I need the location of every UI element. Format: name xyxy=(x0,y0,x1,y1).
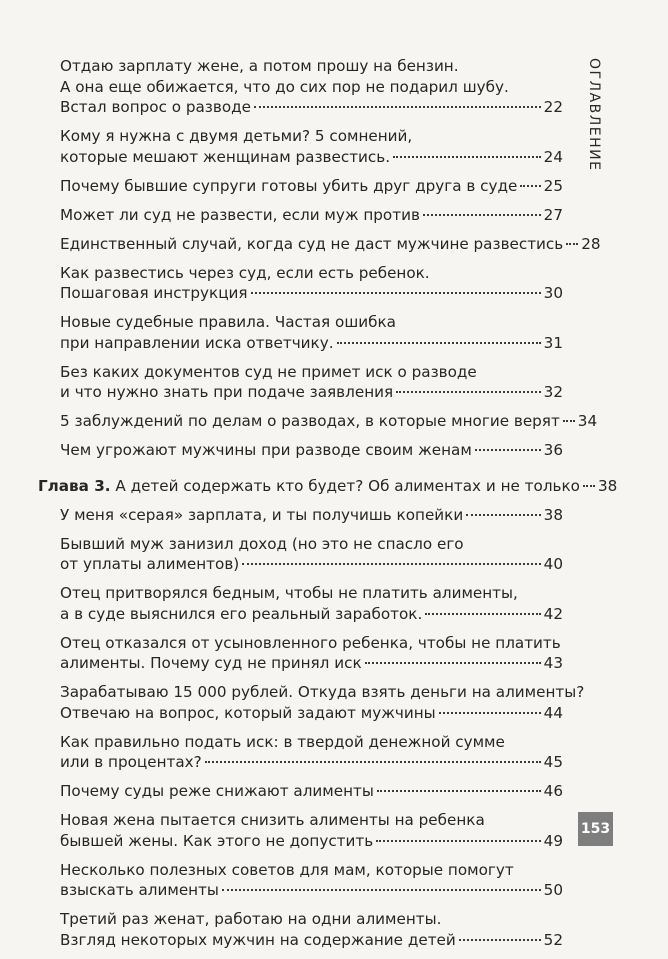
toc-entry xyxy=(38,909,563,950)
toc-entry-text: Третий раз женат, работаю на одни алименты. xyxy=(60,910,442,928)
toc-entry xyxy=(38,176,563,197)
toc-entry-line xyxy=(60,440,563,461)
toc-entry-line xyxy=(60,411,598,432)
toc-page-number: 32 xyxy=(543,383,563,401)
toc-page-number: 38 xyxy=(543,505,563,524)
toc-entry xyxy=(38,440,563,461)
toc-entry-line xyxy=(60,880,563,901)
page-number-badge: 153 xyxy=(578,812,613,846)
toc-page-number: 50 xyxy=(543,881,563,899)
toc-page-number: 46 xyxy=(543,782,563,800)
toc-entry-text: Отец отказался от усыновленного ребенка, чтобы не платить xyxy=(60,633,561,652)
dot-leader xyxy=(254,106,541,108)
dot-leader xyxy=(396,391,541,393)
toc-page-number: 49 xyxy=(543,831,563,850)
dot-leader xyxy=(376,840,540,842)
toc-chapter-text xyxy=(38,476,580,497)
toc-entry-text: взыскать алименты xyxy=(60,881,219,899)
toc-entry-text: Как развестись через суд, если есть ребенок. xyxy=(60,263,430,282)
toc-entry-text: 5 заблуждений по делам о разводах, в которые многие верят xyxy=(60,412,560,430)
dot-leader xyxy=(563,420,575,422)
toc-chapter-heading xyxy=(38,476,618,497)
toc-page-number: 52 xyxy=(543,930,563,949)
toc-entry xyxy=(38,126,563,167)
dot-leader xyxy=(425,613,540,615)
toc-entry-line xyxy=(60,205,563,226)
toc-entry-line xyxy=(60,234,601,255)
toc-entry-text: Взгляд некоторых мужчин на содержание детей xyxy=(60,930,456,949)
toc-entry-text: Новые судебные правила. Частая ошибка xyxy=(60,313,396,331)
dot-leader xyxy=(566,243,578,245)
toc-entry-line xyxy=(60,633,563,654)
dot-leader xyxy=(423,214,541,216)
toc-chapter-line xyxy=(38,476,618,497)
toc-entry-text: Может ли суд не развести, если муж против xyxy=(60,205,420,224)
dot-leader xyxy=(222,889,541,891)
toc-section-chapter-3 xyxy=(38,505,585,951)
toc-entry xyxy=(38,362,563,403)
toc-page-number: 28 xyxy=(581,234,601,253)
toc-entry-line xyxy=(60,653,563,674)
toc-entry-line xyxy=(60,382,563,403)
toc-entry-text: или в процентах? xyxy=(60,753,202,771)
toc-entry xyxy=(38,205,563,226)
toc-entry-line xyxy=(60,583,563,604)
dot-leader xyxy=(393,156,541,158)
toc-entry-text: Почему бывшие супруги готовы убить друг друга в суде xyxy=(60,176,518,195)
chapter-title: А детей содержать кто будет? Об алиментах и не только xyxy=(115,476,580,495)
toc-page-number: 45 xyxy=(543,753,563,771)
toc-entry-line xyxy=(60,781,563,802)
toc-entry-text: Отец притворялся бедным, чтобы не платить алименты, xyxy=(60,584,518,602)
toc-entry-line xyxy=(60,147,563,168)
dot-leader xyxy=(475,449,541,451)
dot-leader xyxy=(377,790,541,792)
toc-page-number: 43 xyxy=(543,654,563,672)
toc-entry-line xyxy=(60,682,585,703)
toc-entry-line xyxy=(60,362,563,383)
toc-entry-line xyxy=(60,554,563,575)
toc-entry-line xyxy=(60,703,563,724)
toc-entry-text: У меня «серая» зарплата, и ты получишь копейки xyxy=(60,505,464,524)
toc-page-number: 31 xyxy=(543,333,563,352)
toc-entry xyxy=(38,781,563,802)
toc-entry-text: Встал вопрос о разводе xyxy=(60,98,251,116)
toc-entry xyxy=(38,583,563,624)
toc-entry-text: бывшей жены. Как этого не допустить xyxy=(60,831,374,850)
toc-entry xyxy=(38,505,563,526)
toc-entry-line xyxy=(60,176,563,197)
toc-entry-text: Как правильно подать иск: в твердой денежной сумме xyxy=(60,732,505,751)
dot-leader xyxy=(466,514,540,516)
toc-entry-line xyxy=(60,831,563,852)
dot-leader xyxy=(205,761,541,763)
toc-entry xyxy=(38,411,598,432)
dot-leader xyxy=(439,712,541,714)
toc-entry-text: Чем угрожают мужчины при разводе своим женам xyxy=(60,441,472,459)
toc-entry-line xyxy=(60,97,563,118)
toc-entry-text: а в суде выяснился его реальный заработок. xyxy=(60,604,423,623)
dot-leader xyxy=(365,662,541,664)
toc-entry-line xyxy=(60,312,563,333)
toc-entry-text: Почему суды реже снижают алименты xyxy=(60,782,374,800)
toc-entry xyxy=(38,732,563,773)
toc-entry xyxy=(38,263,563,304)
toc-page-number: 25 xyxy=(543,176,563,195)
toc-page-number: 27 xyxy=(543,205,563,224)
toc-entry-line xyxy=(60,810,563,831)
toc-entry xyxy=(38,633,563,674)
toc-entry-text: алименты. Почему суд не принял иск xyxy=(60,654,362,672)
toc-entry-text: Единственный случай, когда суд не даст мужчине развестись xyxy=(60,234,564,253)
dot-leader xyxy=(337,342,541,344)
section-title-vertical: ОГЛАВЛЕНИЕ xyxy=(586,58,602,172)
toc-entry-text: которые мешают женщинам развестись. xyxy=(60,147,391,166)
toc-page-number: 34 xyxy=(577,412,598,430)
toc-entry-line xyxy=(60,930,563,951)
toc-entry xyxy=(38,810,563,851)
toc-entry-text: Пошаговая инструкция xyxy=(60,284,248,302)
toc-entry-line xyxy=(60,126,563,147)
toc-entry xyxy=(38,860,563,901)
toc-entry-line xyxy=(60,505,563,526)
dot-leader xyxy=(459,939,541,941)
toc-entry-line xyxy=(60,77,563,98)
toc-entry-line xyxy=(60,732,563,753)
toc-page-number: 24 xyxy=(543,147,563,166)
toc-page-number: 42 xyxy=(543,604,563,623)
dot-leader xyxy=(242,563,540,565)
toc-entry-text: Без каких документов суд не примет иск о разводе xyxy=(60,362,477,381)
toc-entry-line xyxy=(60,534,563,555)
toc-entry-line xyxy=(60,56,563,77)
toc-entry-line xyxy=(60,333,563,354)
toc-page-number: 38 xyxy=(597,476,618,495)
toc-entry-line xyxy=(60,860,563,881)
toc-entry-text: и что нужно знать при подаче заявления xyxy=(60,383,394,401)
toc-entry-text: Кому я нужна с двумя детьми? 5 сомнений, xyxy=(60,127,413,145)
toc-entry-line xyxy=(60,752,563,773)
toc-entry xyxy=(38,312,563,353)
toc-page-number: 40 xyxy=(543,555,563,573)
toc-entry-line xyxy=(60,604,563,625)
toc-entry-line xyxy=(60,283,563,304)
toc-entry-text: Несколько полезных советов для мам, которые помогут xyxy=(60,860,514,879)
toc-entry-text: Отдаю зарплату жене, а потом прошу на бензин. xyxy=(60,57,459,75)
toc-entry xyxy=(38,56,563,118)
toc-entry-line xyxy=(60,263,563,284)
toc-entry-text: от уплаты алиментов) xyxy=(60,555,240,573)
toc-entry-text: при направлении иска ответчику. xyxy=(60,333,334,352)
toc-entry xyxy=(38,682,585,723)
toc-entry-text: Бывший муж занизил доход (но это не спасло его xyxy=(60,534,464,553)
toc-page-number: 22 xyxy=(543,98,563,116)
chapter-label: Глава 3. xyxy=(38,476,111,495)
dot-leader xyxy=(251,292,541,294)
toc-entry-text: Отвечаю на вопрос, который задают мужчины xyxy=(60,703,436,722)
toc-entry-text: Новая жена пытается снизить алименты на ребенка xyxy=(60,811,485,829)
toc-entry xyxy=(38,534,563,575)
dot-leader xyxy=(583,485,595,487)
toc-entry-text: А она еще обижается, что до сих пор не подарил шубу. xyxy=(60,77,509,96)
toc-entry xyxy=(38,234,601,255)
toc-page-number: 30 xyxy=(543,284,563,302)
dot-leader xyxy=(520,185,540,187)
toc-page-number: 36 xyxy=(543,441,563,459)
toc-entry-line xyxy=(60,909,563,930)
toc-page-number: 44 xyxy=(543,703,563,722)
toc-entry-text: Зарабатываю 15 000 рублей. Откуда взять деньги на алименты? xyxy=(60,683,585,701)
